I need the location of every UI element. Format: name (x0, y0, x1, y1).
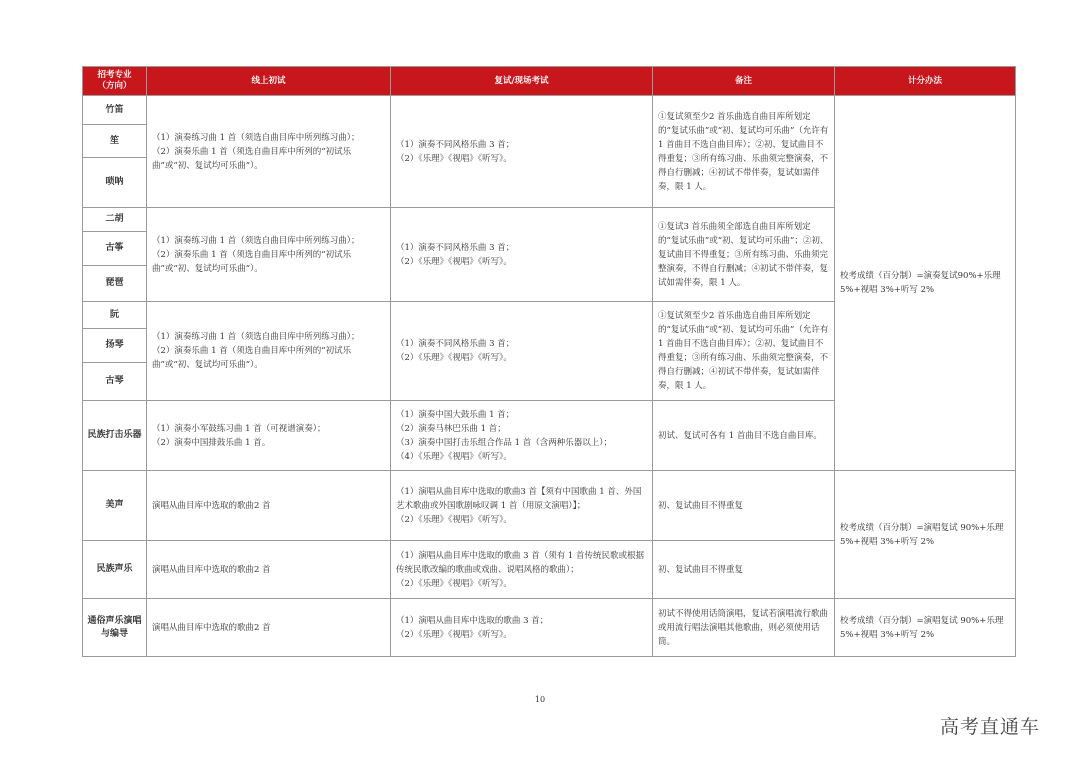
notes-cell: ①复试3 首乐曲须全部选自曲目库所划定的“复试乐曲”或“初、复试均可乐曲”；②初、复试曲目不得重复；③所有练习曲、乐曲须完整演奏，不得自行删减；④初试不带伴奏，复试如需伴奏，限 1 人。 (653, 208, 835, 302)
header-scoring: 计分办法 (835, 67, 1016, 96)
retest-cell: （1）演奏中国大鼓乐曲 1 首； （2）演奏马林巴乐曲 1 首； （3）演奏中国打击乐组合作品 1 首（含两种乐器以上）； （4）《乐理》《视唱》《听写》。 (391, 401, 653, 471)
online-cell: （1）演奏练习曲 1 首（须选自曲目库中所列练习曲）； （2）演奏乐曲 1 首（须选自曲目库中所列的“初试乐曲”或“初、复试均可乐曲”）。 (147, 96, 391, 208)
table-row (83, 471, 1016, 541)
retest-cell: （1）演奏不同风格乐曲 3 首； （2）《乐理》《视唱》《听写》。 (391, 96, 653, 208)
retest-cell: （1）演唱从曲目库中选取的歌曲 3 首； （2）《乐理》《视唱》《听写》。 (391, 599, 653, 657)
scoring-cell: 校考成绩（百分制）=演奏复试90%+乐理 5%+视唱 3%+听写 2% (835, 96, 1016, 471)
major-cell: 竹笛 (83, 96, 147, 125)
online-cell: （1）演奏练习曲 1 首（须选自曲目库中所列练习曲）； （2）演奏乐曲 1 首（须选自曲目库中所列的“初试乐曲”或“初、复试均可乐曲”）。 (147, 302, 391, 401)
online-cell: 演唱从曲目库中选取的歌曲2 首 (147, 541, 391, 599)
online-cell: 演唱从曲目库中选取的歌曲2 首 (147, 599, 391, 657)
exam-table (82, 66, 1016, 657)
notes-cell: 初试、复试可各有 1 首曲目不选自曲目库。 (653, 401, 835, 471)
watermark: 高考直通车 (940, 716, 1041, 738)
page-number: 10 (534, 695, 546, 704)
notes-cell: ①复试须至少2 首乐曲选自曲目库所划定的“复试乐曲”或“初、复试均可乐曲”（允许有 1 首曲目不选自曲目库）；②初、复试曲目不得重复；③所有练习曲、乐曲须完整演奏，不得自行删减；④初试不带伴奏，复试如需伴奏，限 1 人。 (653, 302, 835, 401)
retest-cell: （1）演奏不同风格乐曲 3 首； （2）《乐理》《视唱》《听写》。 (391, 302, 653, 401)
notes-cell: 初、复试曲目不得重复 (653, 541, 835, 599)
online-cell: （1）演奏小军鼓练习曲 1 首（可视谱演奏）； （2）演奏中国排鼓乐曲 1 首。 (147, 401, 391, 471)
major-cell: 古筝 (83, 232, 147, 266)
header-retest: 复试/现场考试 (391, 67, 653, 96)
retest-cell: （1）演唱从曲目库中选取的歌曲 3 首（须有 1 首传统民歌或根据传统民歌改编的歌曲或戏曲、说唱风格的歌曲）； （2）《乐理》《视唱》《听写》。 (391, 541, 653, 599)
online-cell: 演唱从曲目库中选取的歌曲2 首 (147, 471, 391, 541)
scoring-cell: 校考成绩（百分制）=演唱复试 90%+乐理 5%+视唱 3%+听写 2% (835, 599, 1016, 657)
major-cell: 通俗声乐演唱与编导 (83, 599, 147, 657)
header-notes: 备注 (653, 67, 835, 96)
header-major: 招考专业 （方向） (83, 67, 147, 96)
major-cell: 二胡 (83, 208, 147, 232)
notes-cell: 初试不得使用话筒演唱，复试若演唱流行歌曲或用流行唱法演唱其他歌曲，则必须使用话筒。 (653, 599, 835, 657)
table-header-row (83, 67, 1016, 96)
major-cell: 琵琶 (83, 266, 147, 302)
major-cell: 民族声乐 (83, 541, 147, 599)
major-cell: 阮 (83, 302, 147, 329)
table-row (83, 599, 1016, 657)
major-cell: 扬琴 (83, 329, 147, 363)
notes-cell: ①复试须至少2 首乐曲选自曲目库所划定的“复试乐曲”或“初、复试均可乐曲”（允许有 1 首曲目不选自曲目库）；②初、复试曲目不得重复；③所有练习曲、乐曲须完整演奏，不得自行删减；④初试不带伴奏，复试如需伴奏，限 1 人。 (653, 96, 835, 208)
notes-cell: 初、复试曲目不得重复 (653, 471, 835, 541)
retest-cell: （1）演唱从曲目库中选取的歌曲3 首【须有中国歌曲 1 首、外国艺术歌曲或外国歌剧咏叹调 1 首（用原文演唱）】； （2）《乐理》《视唱》《听写》。 (391, 471, 653, 541)
table-row (83, 96, 1016, 125)
online-cell: （1）演奏练习曲 1 首（须选自曲目库中所列练习曲）； （2）演奏乐曲 1 首（须选自曲目库中所列的“初试乐曲”或“初、复试均可乐曲”）。 (147, 208, 391, 302)
major-cell: 古琴 (83, 363, 147, 401)
scoring-cell: 校考成绩（百分制）=演唱复试 90%+乐理 5%+视唱 3%+听写 2% (835, 471, 1016, 599)
major-cell: 美声 (83, 471, 147, 541)
retest-cell: （1）演奏不同风格乐曲 3 首； （2）《乐理》《视唱》《听写》。 (391, 208, 653, 302)
major-cell: 唢呐 (83, 158, 147, 208)
header-online: 线上初试 (147, 67, 391, 96)
major-cell: 民族打击乐器 (83, 401, 147, 471)
major-cell: 笙 (83, 125, 147, 158)
